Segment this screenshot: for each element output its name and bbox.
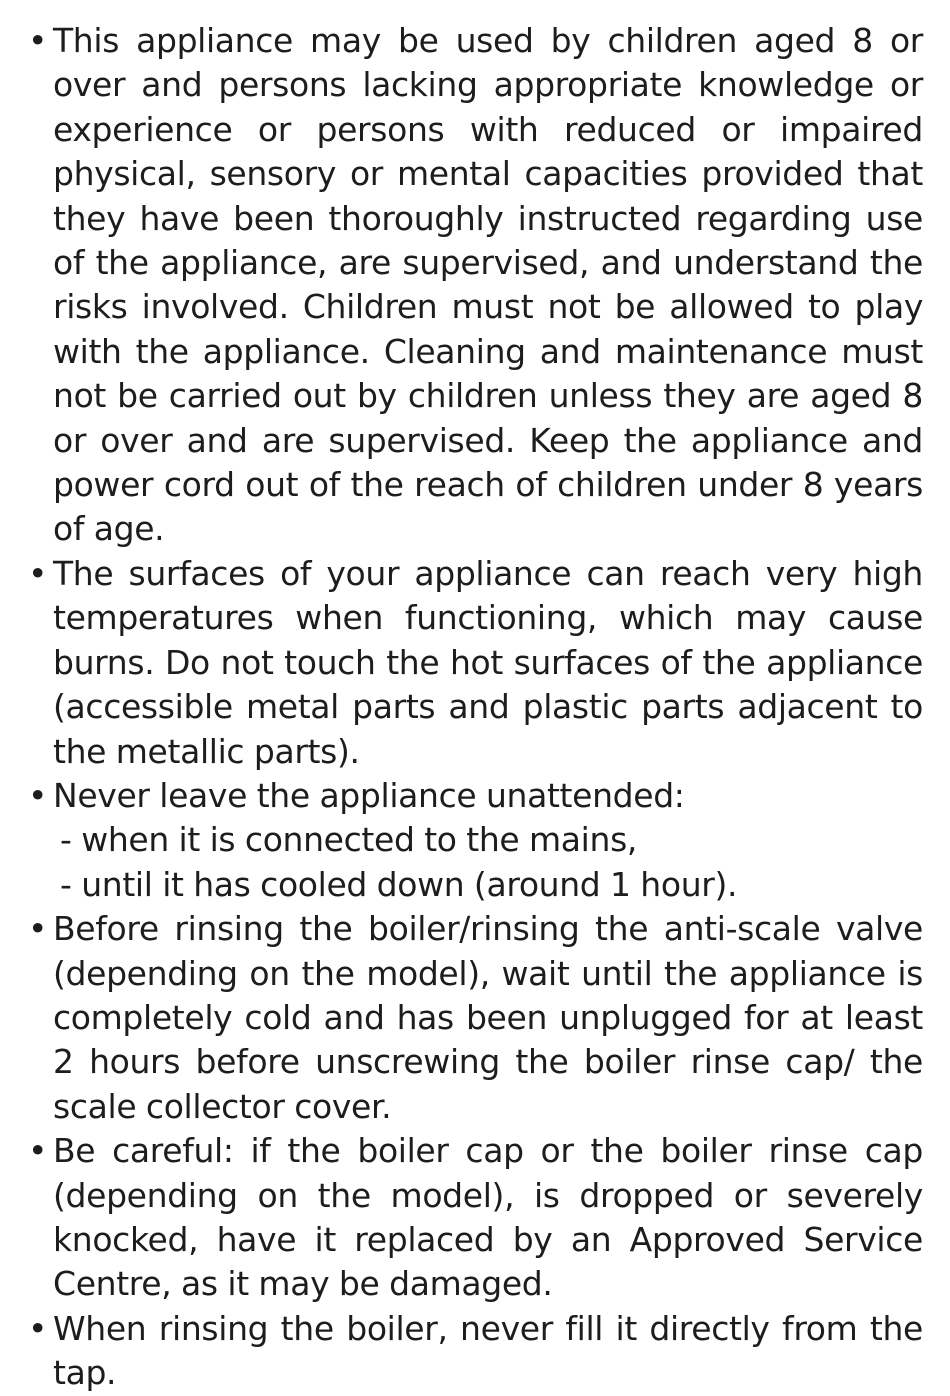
bullet-icon: • xyxy=(28,1131,48,1171)
bullet-icon: • xyxy=(28,1308,48,1348)
bullet-icon: • xyxy=(28,909,48,949)
safety-item-text: Never leave the appliance unattended: xyxy=(53,775,685,815)
safety-bullet-list xyxy=(28,19,923,1396)
bullet-icon: • xyxy=(28,21,48,60)
bullet-icon: • xyxy=(28,775,48,815)
safety-item-unattended xyxy=(28,774,923,907)
safety-item-rinsing-boiler xyxy=(28,907,923,1129)
safety-item-text: When rinsing the boiler, never fill it directly from the tap. xyxy=(53,1308,923,1393)
safety-item-text: This appliance may be used by children aged 8 or over and persons lacking appropriate knowledge or experience or persons with reduced or impaired physical, sensory or mental capacities provided that they have been thoroughly instructed regarding use of the appliance, are supervised, and understand the risks involved. Children must not be allowed to play with the appliance. Cleaning and maintenance must not be carried out by children unless they are aged 8 or over and are supervised. Keep the appliance and power cord out of the reach of children under 8 years of age. xyxy=(53,21,923,549)
safety-item-children-supervision xyxy=(28,19,923,552)
safety-item-hot-surfaces xyxy=(28,552,923,774)
safety-sub-item-cooled-down: - until it has cooled down (around 1 hour). xyxy=(60,864,738,904)
bullet-icon: • xyxy=(28,553,48,593)
safety-item-text: Be careful: if the boiler cap or the boiler rinse cap (depending on the model), is dropped or severely knocked, have it replaced by an Approved Service Centre, as it may be damaged. xyxy=(53,1131,923,1304)
safety-item-fill-from-tap xyxy=(28,1307,923,1396)
safety-item-text: Before rinsing the boiler/rinsing the anti-scale valve (depending on the model), wait until the appliance is completely cold and has been unplugged for at least 2 hours before unscrewing the boiler rinse cap/ the scale collector cover. xyxy=(53,909,923,1126)
safety-item-dropped-cap xyxy=(28,1129,923,1307)
safety-item-text: The surfaces of your appliance can reach very high temperatures when functioning, which may cause burns. Do not touch the hot surfaces of the appliance (accessible metal parts and plastic parts adjacent to the metallic parts). xyxy=(53,553,923,771)
safety-sub-item-connected: - when it is connected to the mains, xyxy=(60,820,638,860)
